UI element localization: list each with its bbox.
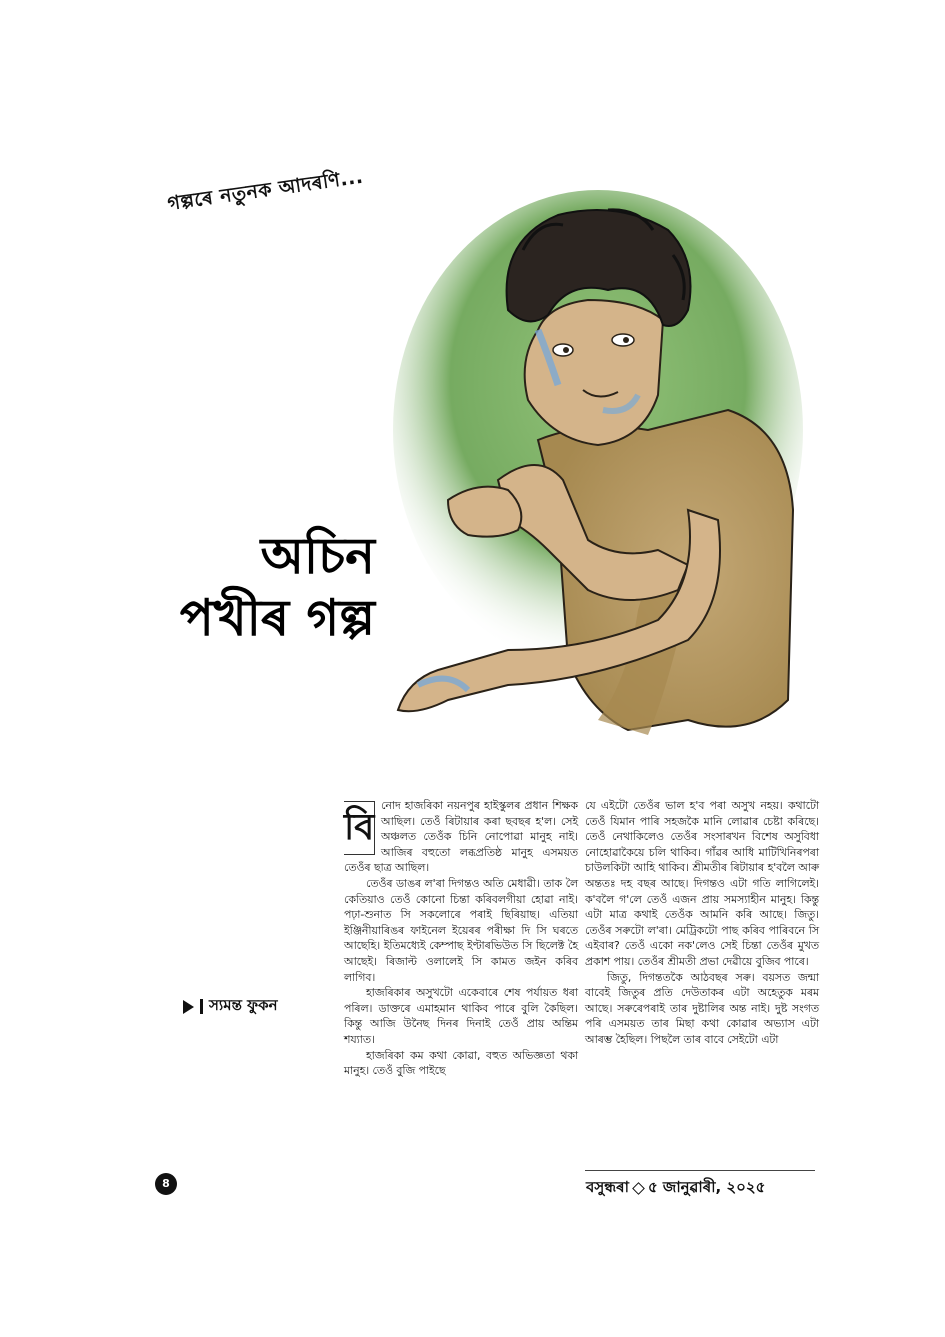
story-illustration [388, 180, 808, 760]
paragraph: জিতু, দিগন্ততকৈ আঠবছৰ সৰু। বয়সত জন্মা বাবেই জিতুৰ প্ৰতি দেউতাকৰ এটা অহেতুক মৰম আছে। সৰুৰেপৰাই তাৰ দুষ্টালিৰ অন্ত নাই। দুষ্ট সংগত পৰি এসময়ত তাৰ মিছা কথা কোৱাৰ অভ্যাস এটা আৰম্ভ হৈছিল। পিছলৈ তাৰ বাবে সেইটো এটা [585, 970, 819, 1046]
paragraph: তেওঁৰ ডাঙৰ ল'ৰা দিগন্তও অতি মেধাৱী। তাক লৈ কেতিয়াও তেওঁ কোনো চিন্তা কৰিবলগীয়া হোৱা নাই। পঢ়া-শুনাত সি সকলোৰে পৰাই ছিৰিয়াছ। এতিয়া ইঞ্জিনীয়াৰিঙৰ ফাইনেল ইয়েৰৰ পৰীক্ষা দি সি ঘৰতে আছেহি। ইতিমধ্যেই কেম্পাছ ইণ্টাৰভিউত সি ছিলেক্ট হৈ আছেই। ৰিজাল্ট ওলালেই সি কামত জইন কৰিব লাগিব। [344, 876, 578, 984]
footer-rule [585, 1170, 815, 1171]
magazine-name: বসুন্ধৰা [586, 1178, 629, 1196]
footer-masthead [586, 1176, 765, 1201]
paragraph: হাজৰিকাৰ অসুখটো একেবাৰে শেষ পৰ্যায়ত ধৰা পৰিল। ডাক্তৰে এমাহমান থাকিব পাৰে বুলি কৈছিল। কিন্তু আজি উনৈছ দিনৰ দিনাই তেওঁ প্ৰায় অন্তিম শয্যাত। [344, 986, 578, 1046]
drop-cap: বি [344, 801, 375, 855]
story-title [180, 525, 375, 649]
article-column-1 [344, 798, 578, 1079]
series-heading: গল্পৰে নতুনক আদৰণি... [166, 165, 365, 215]
issue-date: ৫ জানুৱাৰী, ২০২৫ [647, 1178, 766, 1196]
play-arrow-icon [183, 1000, 194, 1014]
article-column-2 [585, 798, 819, 1048]
paragraph: নোদ হাজৰিকা নয়নপুৰ হাইস্কুলৰ প্ৰধান শিক্ষক আছিল। তেওঁ ৰিটায়াৰ কৰা ছবছৰ হ'ল। সেই অঞ্চলত তেওঁক চিনি নোপোৱা মানুহ নাই। আজিৰ বহুতো লব্ধপ্ৰতিষ্ঠ মানুহ এসময়ত তেওঁৰ ছাত্ৰ আছিল। [344, 799, 578, 875]
story-title-line1: অচিন [260, 526, 375, 585]
author-name: স্যমন্ত ফুকন [209, 996, 278, 1014]
story-title-line2: পখীৰ গল্প [179, 588, 375, 647]
page-number: 8 [155, 1173, 177, 1195]
diamond-separator-icon [632, 1182, 645, 1195]
paragraph: হাজৰিকা কম কথা কোৱা, বহুত অভিজ্ঞতা থকা মানুহ। তেওঁ বুজি পাইছে [344, 1048, 578, 1078]
divider-bar-icon [200, 999, 203, 1014]
author-byline [183, 994, 278, 1019]
paragraph: যে এইটো তেওঁৰ ভাল হ'ব পৰা অসুখ নহয়। কথাটো তেওঁ যিমান পাৰি সহজকৈ মানি লোৱাৰ চেষ্টা কৰিছে। তেওঁ নেথাকিলেও তেওঁৰ সংসাৰখন বিশেষ অসুবিধা নোহোৱাকৈয়ে চলি থাকিব। গাঁৱৰ আধি মাটিখিনিৰপৰা চাউলকিটা আহি থাকিব। শ্ৰীমতীৰ ৰিটায়াৰ হ'বলৈ আৰু অন্ততঃ দহ বছৰ আছে। দিগন্তও এটা গতি লাগিলেই। ক'বলৈ গ'লে তেওঁ এজন প্ৰায় সমস্যাহীন মানুহ। কিন্তু এটা মাত্ৰ কথাই তেওঁক আমনি কৰি আছে। জিতু। তেওঁৰ সৰুটো ল'ৰা। মেট্ৰিকটো পাছ কৰিব পাৰিবনে সি এইবাৰ? তেওঁ একো নক'লেও সেই চিন্তা তেওঁৰ মুখত প্ৰকাশ পায়। তেওঁৰ শ্ৰীমতী প্ৰভা দেৱীয়ে বুজিব পাৰে। [585, 799, 819, 968]
